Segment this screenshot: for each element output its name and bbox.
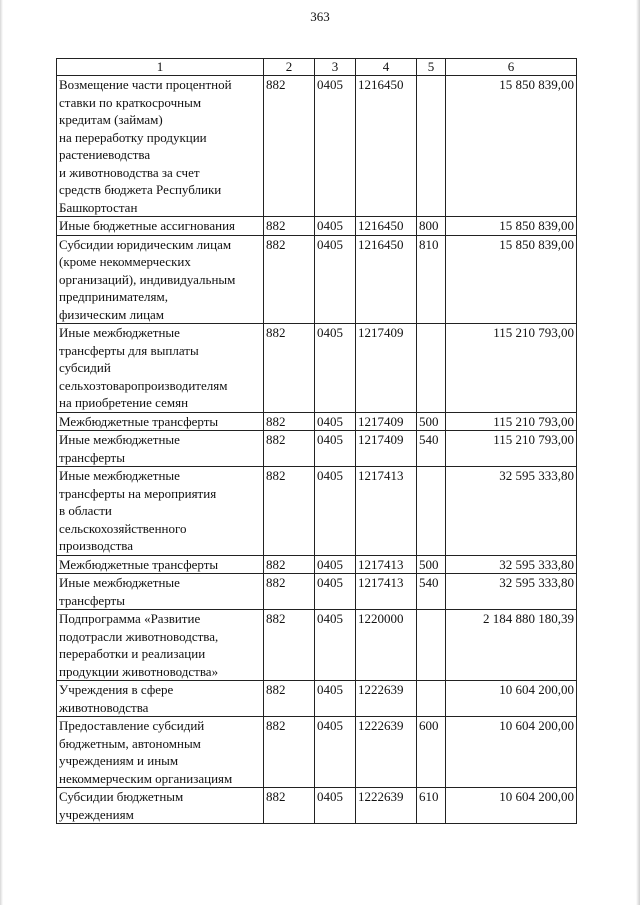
table-row xyxy=(57,467,577,556)
row-name-line: переработки и реализации xyxy=(59,646,206,661)
row-col3-cell: 0405 xyxy=(315,76,356,217)
row-col6-cell: 32 595 333,80 xyxy=(446,467,577,556)
row-name-line: Субсидии юридическим лицам xyxy=(59,236,232,252)
row-col3-cell: 0405 xyxy=(315,555,356,574)
row-col3-cell: 0405 xyxy=(315,610,356,681)
row-col5-cell: 540 xyxy=(417,574,446,610)
row-name-cell xyxy=(57,574,264,610)
row-col3-cell: 0405 xyxy=(315,235,356,324)
scan-edge-left xyxy=(0,0,3,905)
row-name-line: Иные межбюджетные xyxy=(59,575,180,590)
row-col5-cell xyxy=(417,610,446,681)
row-col2-cell: 882 xyxy=(264,431,315,467)
row-name-cell xyxy=(57,412,264,431)
row-col2-cell: 882 xyxy=(264,555,315,574)
row-col6-cell: 115 210 793,00 xyxy=(446,431,577,467)
row-name-line: подотрасли животноводства, xyxy=(59,628,219,644)
row-col4-cell: 1216450 xyxy=(356,217,417,236)
row-name-line: ставки по краткосрочным xyxy=(59,94,202,110)
row-col3-cell: 0405 xyxy=(315,431,356,467)
row-col5-cell: 500 xyxy=(417,555,446,574)
row-name-cell xyxy=(57,76,264,217)
row-name-cell xyxy=(57,217,264,236)
row-col5-cell xyxy=(417,467,446,556)
table-row xyxy=(57,76,577,217)
row-name-line: Башкортостан xyxy=(59,199,138,215)
row-name-line: сельскохозяйственного xyxy=(59,520,187,536)
table-row xyxy=(57,681,577,717)
row-col3-cell: 0405 xyxy=(315,681,356,717)
row-col4-cell: 1216450 xyxy=(356,235,417,324)
row-col2-cell: 882 xyxy=(264,467,315,556)
row-col3-cell: 0405 xyxy=(315,574,356,610)
row-name-line: средств бюджета Республики xyxy=(59,182,222,197)
row-name-line: кредитам (займам) xyxy=(59,112,163,127)
table-row xyxy=(57,431,577,467)
row-col3-cell: 0405 xyxy=(315,788,356,824)
row-col3-cell: 0405 xyxy=(315,217,356,236)
row-name-line: на приобретение семян xyxy=(59,395,189,410)
row-name-line: и животноводства за счет xyxy=(59,164,200,180)
row-name-cell xyxy=(57,324,264,413)
row-col4-cell: 1217413 xyxy=(356,467,417,556)
row-col4-cell: 1220000 xyxy=(356,610,417,681)
row-col2-cell: 882 xyxy=(264,76,315,217)
header-col-5: 5 xyxy=(417,59,446,76)
row-col2-cell: 882 xyxy=(264,324,315,413)
row-name-line: Учреждения в сфере xyxy=(59,682,174,697)
row-col2-cell: 882 xyxy=(264,681,315,717)
row-name-line: Субсидии бюджетным xyxy=(59,789,184,804)
row-col3-cell: 0405 xyxy=(315,717,356,788)
table-row xyxy=(57,235,577,324)
scan-edge-right xyxy=(636,0,640,905)
row-name-cell xyxy=(57,788,264,824)
row-col2-cell: 882 xyxy=(264,610,315,681)
row-col4-cell: 1217409 xyxy=(356,324,417,413)
row-col5-cell xyxy=(417,324,446,413)
row-col5-cell: 800 xyxy=(417,217,446,236)
row-col4-cell: 1217409 xyxy=(356,431,417,467)
header-col-4: 4 xyxy=(356,59,417,76)
row-col5-cell: 500 xyxy=(417,412,446,431)
row-col2-cell: 882 xyxy=(264,412,315,431)
row-name-cell xyxy=(57,610,264,681)
row-name-cell xyxy=(57,235,264,324)
row-name-line: продукции животноводства» xyxy=(59,663,219,679)
row-name-line: Подпрограмма «Развитие xyxy=(59,611,201,626)
header-col-2: 2 xyxy=(264,59,315,76)
row-name-line: Иные бюджетные ассигнования xyxy=(59,218,236,233)
row-name-line: некоммерческим организациям xyxy=(59,770,233,786)
row-col6-cell: 115 210 793,00 xyxy=(446,412,577,431)
row-name-line: трансферты xyxy=(59,449,125,465)
row-name-line: трансферты для выплаты xyxy=(59,342,199,358)
header-col-1: 1 xyxy=(57,59,264,76)
row-col4-cell: 1217413 xyxy=(356,555,417,574)
table-body xyxy=(57,76,577,824)
row-name-line: Возмещение части процентной xyxy=(59,77,232,92)
row-col6-cell: 115 210 793,00 xyxy=(446,324,577,413)
row-col5-cell: 600 xyxy=(417,717,446,788)
row-col6-cell: 15 850 839,00 xyxy=(446,235,577,324)
row-name-line: в области xyxy=(59,503,112,518)
table-header-row xyxy=(57,59,577,76)
row-name-line: производства xyxy=(59,538,134,553)
table-row xyxy=(57,217,577,236)
table-row xyxy=(57,555,577,574)
table-row xyxy=(57,412,577,431)
row-col6-cell: 15 850 839,00 xyxy=(446,76,577,217)
row-col4-cell: 1216450 xyxy=(356,76,417,217)
row-col3-cell: 0405 xyxy=(315,467,356,556)
row-name-cell xyxy=(57,467,264,556)
row-col4-cell: 1217409 xyxy=(356,412,417,431)
header-col-6: 6 xyxy=(446,59,577,76)
row-col4-cell: 1222639 xyxy=(356,717,417,788)
row-name-line: организаций), индивидуальным xyxy=(59,271,236,287)
budget-table xyxy=(56,58,577,824)
table-row xyxy=(57,788,577,824)
row-col2-cell: 882 xyxy=(264,235,315,324)
row-name-line: Предоставление субсидий xyxy=(59,718,205,733)
row-name-cell xyxy=(57,717,264,788)
row-name-line: животноводства xyxy=(59,699,149,715)
row-col6-cell: 10 604 200,00 xyxy=(446,717,577,788)
header-col-3: 3 xyxy=(315,59,356,76)
row-name-line: Иные межбюджетные xyxy=(59,468,180,483)
row-name-line: Межбюджетные трансферты xyxy=(59,413,219,429)
row-col6-cell: 32 595 333,80 xyxy=(446,555,577,574)
row-col2-cell: 882 xyxy=(264,717,315,788)
row-name-line: предпринимателям, xyxy=(59,289,168,304)
table-row xyxy=(57,324,577,413)
row-col6-cell: 10 604 200,00 xyxy=(446,681,577,717)
row-col6-cell: 32 595 333,80 xyxy=(446,574,577,610)
table-row xyxy=(57,610,577,681)
row-name-line: сельхозтоваропроизводителям xyxy=(59,377,228,393)
row-col3-cell: 0405 xyxy=(315,412,356,431)
table-row xyxy=(57,574,577,610)
row-col2-cell: 882 xyxy=(264,217,315,236)
row-name-line: учреждениям xyxy=(59,806,134,822)
row-name-line: бюджетным, автономным xyxy=(59,735,201,751)
row-name-line: трансферты xyxy=(59,592,125,608)
row-col2-cell: 882 xyxy=(264,788,315,824)
row-name-line: Межбюджетные трансферты xyxy=(59,556,219,572)
row-col6-cell: 2 184 880 180,39 xyxy=(446,610,577,681)
row-col5-cell: 810 xyxy=(417,235,446,324)
row-name-line: учреждениям и иным xyxy=(59,753,179,768)
row-col5-cell xyxy=(417,681,446,717)
row-col4-cell: 1217413 xyxy=(356,574,417,610)
row-col4-cell: 1222639 xyxy=(356,681,417,717)
page-number: 363 xyxy=(310,9,330,24)
table-row xyxy=(57,717,577,788)
row-col5-cell: 610 xyxy=(417,788,446,824)
row-name-line: трансферты на мероприятия xyxy=(59,485,217,501)
row-name-line: (кроме некоммерческих xyxy=(59,254,191,269)
row-name-line: субсидий xyxy=(59,360,111,375)
row-name-cell xyxy=(57,681,264,717)
row-col6-cell: 15 850 839,00 xyxy=(446,217,577,236)
row-name-cell xyxy=(57,431,264,467)
row-name-line: на переработку продукции xyxy=(59,129,207,145)
row-col2-cell: 882 xyxy=(264,574,315,610)
row-col6-cell: 10 604 200,00 xyxy=(446,788,577,824)
row-name-line: Иные межбюджетные xyxy=(59,325,180,340)
row-col5-cell: 540 xyxy=(417,431,446,467)
row-col4-cell: 1222639 xyxy=(356,788,417,824)
row-col3-cell: 0405 xyxy=(315,324,356,413)
row-name-line: Иные межбюджетные xyxy=(59,432,180,447)
row-name-line: растениеводства xyxy=(59,147,151,162)
row-name-cell xyxy=(57,555,264,574)
row-name-line: физическим лицам xyxy=(59,306,165,322)
row-col5-cell xyxy=(417,76,446,217)
